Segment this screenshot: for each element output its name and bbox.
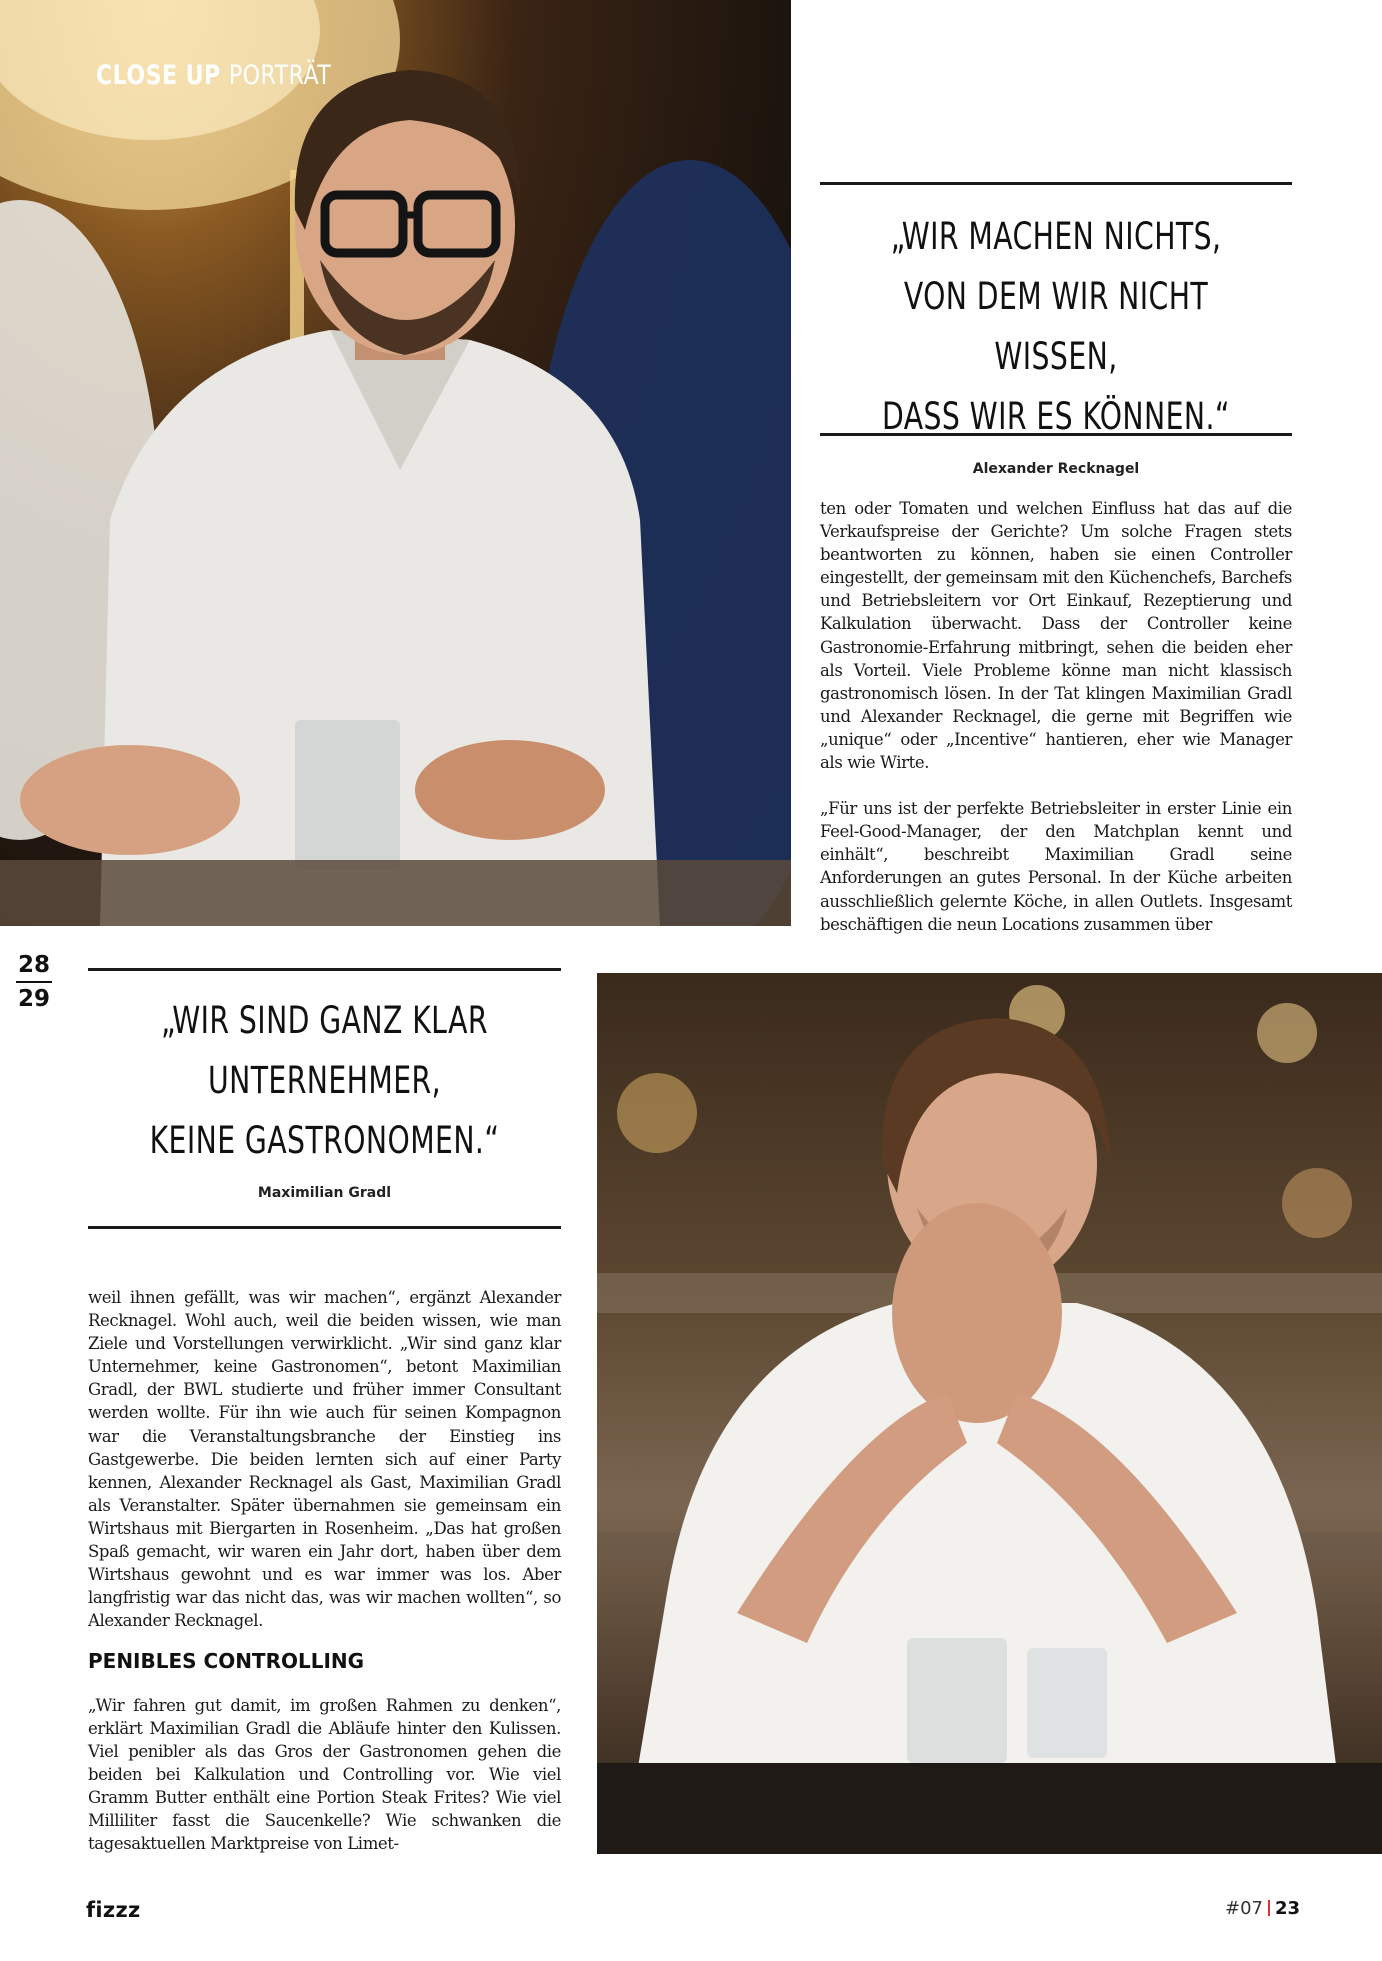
- pull-quote-text: [88, 971, 561, 1171]
- paragraph: „Für uns ist der perfekte Betriebsleiter in erster Linie ein Feel-Good-Manager, der den Matchplan kennt und einhält“, beschreibt Maximilian Gradl seine Anforderungen an gutes Personal. In der Küche arbeiten ausschließlich gelernte Köche, in allen Outlets. Insgesamt beschäftigen die neun Locations zusammen über: [820, 799, 1292, 934]
- paragraph: ten oder Tomaten und welchen Einfluss hat das auf die Verkaufspreise der Gerichte? Um solche Fragen stets beantworten zu können, haben sie einen Controller eingestellt, der gemeinsam mit den Küchenchefs, Barchefs und Betriebsleitern vor Ort Einkauf, Rezeptierung und Kalkulation überwacht. Dass der Controller keine Gastronomie-Erfahrung mitbringt, sehen die beiden eher als Vorteil. Viele Probleme könne man nicht klassisch gastronomisch lösen. In der Tat klingen Maximilian Gradl und Alexander Recknagel, die gerne mit Begriffen wie „unique“ oder „Incentive“ hantieren, eher wie Manager als wie Wirte.: [820, 499, 1292, 773]
- paragraph: „Wir fahren gut damit, im großen Rahmen zu denken“, erklärt Maximilian Gradl die Abläufe hinter den Kulissen. Viel penibler als das Gros der Gastronomen gehen die beiden bei Kalkulation und Controlling vor. Wie viel Gramm Butter enthält eine Portion Steak Frites? Wie viel Milliliter fasst die Saucenkelle? Wie schwanken die tagesaktuellen Marktpreise von Limet-: [88, 1695, 561, 1854]
- pull-quote-line: VON DEM WIR NICHT WISSEN,: [903, 275, 1209, 378]
- portrait-photo-gradl: [597, 973, 1382, 1854]
- article-column-right: [820, 497, 1292, 936]
- subheading: PENIBLES CONTROLLING: [88, 1649, 365, 1674]
- pull-quote-line: UNTERNEHMER,: [207, 1059, 442, 1102]
- paragraph: weil ihnen gefällt, was wir machen“, ergänzt Alexander Recknagel. Wohl auch, weil die beiden wissen, wie man Ziele und Vorstellungen verwirklicht. „Wir sind ganz klar Unternehmer, keine Gastronomen“, betont Maximilian Gradl, der BWL studierte und früher immer Consultant werden wollte. Für ihn wie auch für seinen Kompagnon war die Veranstaltungsbranche der Einstieg ins Gastgewerbe. Die beiden lernten sich auf einer Party kennen, Alexander Recknagel als Gast, Maximilian Gradl als Veranstalter. Später übernahmen sie gemeinsam ein Wirtshaus mit Biergarten in Rosenheim. „Das hat großen Spaß gemacht, wir waren ein Jahr dort, haben über dem Wirtshaus gewohnt und es war immer was los. Aber langfristig war das nicht das, was wir machen wollten“, so Alexander Recknagel.: [88, 1288, 561, 1631]
- issue-label: #07: [1225, 1898, 1263, 1919]
- section-title-light: PORTRÄT: [228, 60, 332, 91]
- section-header: [96, 60, 331, 91]
- magazine-logo: fizzz: [86, 1898, 141, 1922]
- page-number-right: 29: [17, 986, 50, 1012]
- issue-number: [1225, 1898, 1300, 1919]
- page-number-divider: [16, 981, 52, 983]
- pull-quote-line: „WIR SIND GANZ KLAR: [161, 999, 488, 1042]
- issue-divider: [1268, 1900, 1270, 1916]
- pull-quote-line: DASS WIR ES KÖNNEN.“: [882, 395, 1230, 438]
- portrait-photo-recknagel: [0, 0, 791, 926]
- pull-quote-text: [820, 185, 1292, 447]
- article-column-left: [88, 1286, 561, 1855]
- pull-quote-top: [820, 182, 1292, 477]
- pull-quote-author: Alexander Recknagel: [972, 461, 1140, 477]
- page-number-left: 28: [17, 952, 50, 978]
- issue-year: 23: [1275, 1898, 1301, 1919]
- page-numbers: [14, 950, 54, 1014]
- section-title-bold: CLOSE UP: [96, 60, 221, 91]
- pull-quote-line: KEINE GASTRONOMEN.“: [149, 1119, 500, 1162]
- pull-quote-author: Maximilian Gradl: [257, 1185, 392, 1201]
- pull-quote-line: „WIR MACHEN NICHTS,: [890, 215, 1222, 258]
- pull-quote-bottom: [88, 968, 561, 1229]
